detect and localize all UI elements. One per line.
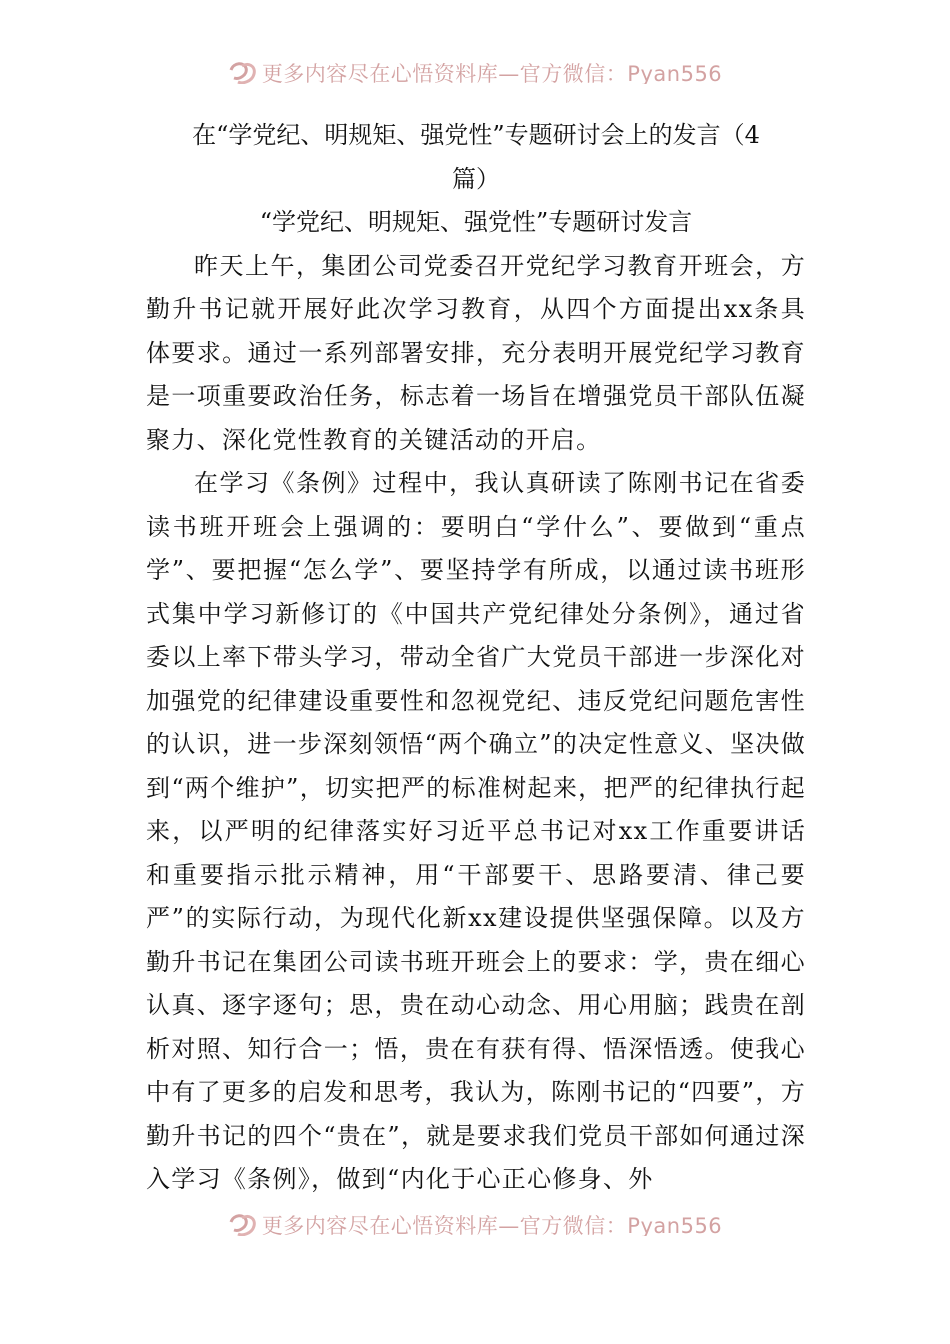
title-line-2: 篇） bbox=[452, 164, 500, 193]
document-body bbox=[146, 114, 806, 1202]
brand-logo-icon bbox=[228, 1212, 258, 1236]
watermark-banner-top bbox=[0, 44, 950, 84]
paragraph-2: 在学习《条例》过程中，我认真研读了陈刚书记在省委读书班开班会上强调的：要明白“学什么”、要做到“重点学”、要把握“怎么学”、要坚持学有所成，以通过读书班形式集中学习新修订的《中国共产党纪律处分条例》，通过省委以上率下带头学习，带动全省广大党员干部进一步深化对加强党的纪律建设重要性和忽视党纪、违反党纪问题危害性的认识，进一步深刻领悟“两个确立”的决定性意义、坚决做到“两个维护”，切实把严的标准树起来，把严的纪律执行起来，以严明的纪律落实好习近平总书记对xx工作重要讲话和重要指示批示精神，用“干部要干、思路要清、律己要严”的实际行动，为现代化新xx建设提供坚强保障。以及方勤升书记在集团公司读书班开班会上的要求：学，贵在细心认真、逐字逐句；思，贵在动心动念、用心用脑；践贵在剖析对照、知行合一；悟，贵在有获有得、悟深悟透。使我心中有了更多的启发和思考，我认为，陈刚书记的“四要”，方勤升书记的四个“贵在”，就是要求我们党员干部如何通过深入学习《条例》，做到“内化于心正心修身、外 bbox=[146, 469, 806, 1193]
watermark-banner-bottom bbox=[0, 1196, 950, 1236]
document-subtitle: “学党纪、明规矩、强党性”专题研讨发言 bbox=[259, 208, 693, 236]
brand-logo-icon bbox=[228, 60, 258, 84]
paragraph-1: 昨天上午，集团公司党委召开党纪学习教育开班会，方勤升书记就开展好此次学习教育，从四个方面提出xx条具体要求。通过一系列部署安排，充分表明开展党纪学习教育是一项重要政治任务，标志着一场旨在增强党员干部队伍凝聚力、深化党性教育的关键活动的开启。 bbox=[146, 251, 806, 454]
document-title bbox=[146, 114, 806, 201]
title-line-1: 在“学党纪、明规矩、强党性”专题研讨会上的发言（4 bbox=[192, 121, 760, 149]
watermark-text: 更多内容尽在心悟资料库—官方微信：Pyan556 bbox=[261, 62, 723, 84]
watermark-text: 更多内容尽在心悟资料库—官方微信：Pyan556 bbox=[261, 1214, 723, 1236]
